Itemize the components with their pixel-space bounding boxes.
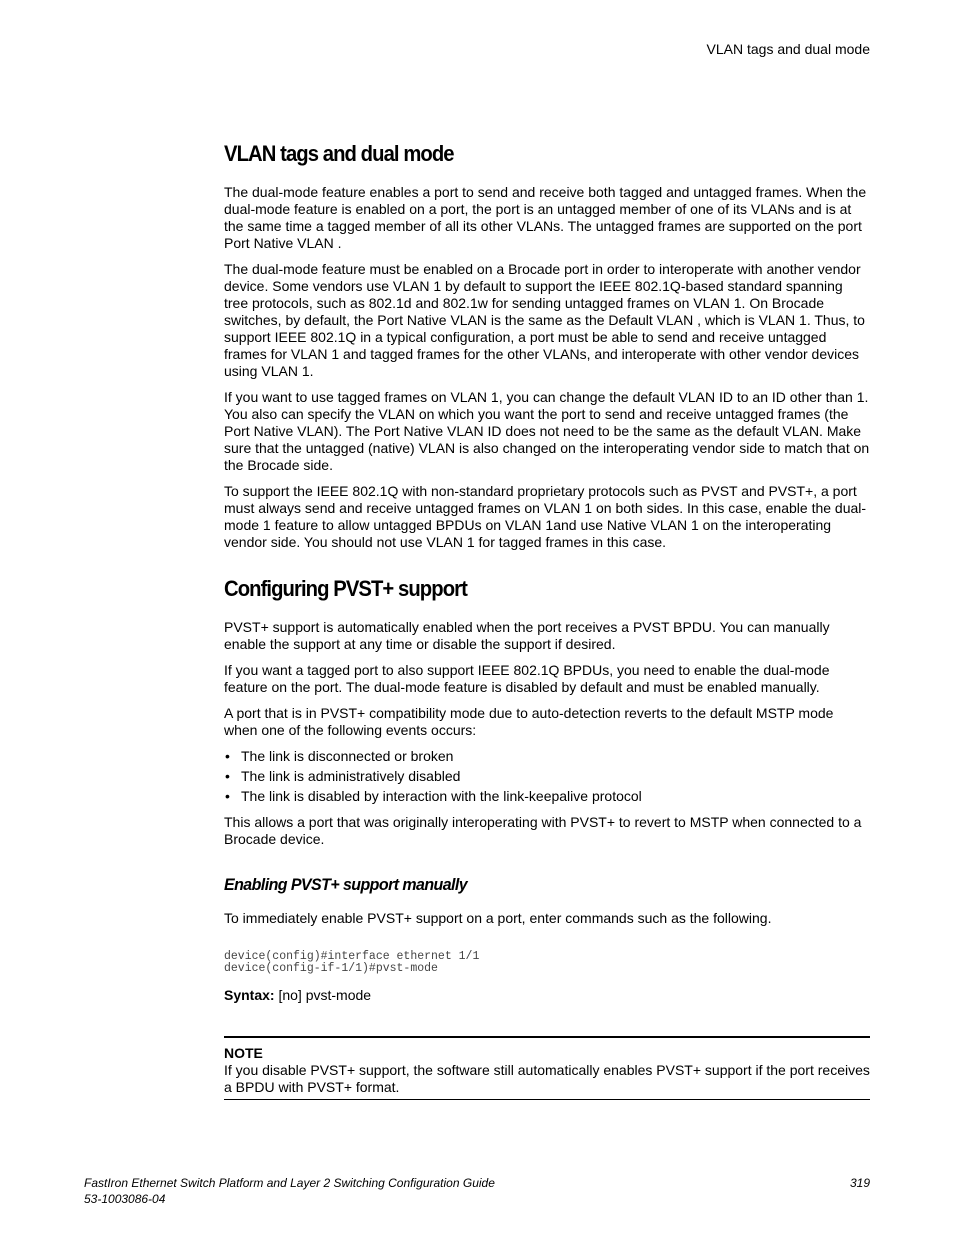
note-text: If you disable PVST+ support, the software still automatically enables PVST+ support if the port receives a BPDU with PVST+ format. [224,1062,870,1095]
paragraph: This allows a port that was originally interoperating with PVST+ to revert to MSTP when connected to a Brocade device. [224,814,862,847]
page-content [224,138,870,1100]
syntax-label: Syntax: [224,987,275,1003]
syntax-text: [no] pvst-mode [274,987,372,1003]
list-item-text: The link is administratively disabled [241,768,461,784]
list-item [224,788,870,805]
footer-page-number: 319 [849,1176,870,1190]
paragraph: The dual-mode feature enables a port to send and receive both tagged and untagged frames. When the dual-mode feature is enabled on a port, the port is an untagged member of one of its VLANs and is at the same time a tagged member of all its other VLANs. The untagged frames are supported on the port Port Native VLAN . [224,184,867,251]
note-box [224,1036,870,1100]
section-heading-vlan-tags: VLAN tags and dual mode [224,141,454,166]
section-heading-pvst: Configuring PVST+ support [224,576,467,601]
bullet-icon: • [225,768,230,784]
paragraph: A port that is in PVST+ compatibility mode due to auto-detection reverts to the default MSTP mode when one of the following events occurs: [224,705,834,738]
bullet-icon: • [225,788,230,804]
note-title: NOTE [224,1045,263,1061]
paragraph: To immediately enable PVST+ support on a port, enter commands such as the following. [224,910,772,926]
list-item [224,768,870,785]
paragraph: If you want to use tagged frames on VLAN 1, you can change the default VLAN ID to an ID other than 1. You also can specify the VLAN on which you want the port to send and receive untagged frames (the Port Native VLAN). The Port Native VLAN ID does not need to be the same as the default VLAN. Make sure that the untagged (native) VLAN is also changed on the interoperating vendor side to match that on the Brocade side. [224,389,870,473]
code-line: device(config-if-1/1)#pvst-mode [224,962,438,975]
subsection-heading: Enabling PVST+ support manually [224,875,468,894]
list-item [224,748,870,765]
bullet-icon: • [225,748,230,764]
list-item-text: The link is disconnected or broken [241,748,454,764]
syntax-line [224,987,870,1004]
paragraph: The dual-mode feature must be enabled on a Brocade port in order to interoperate with another vendor device. Some vendors use VLAN 1 by default to support the IEEE 802.1Q-based standard spanning tree protocols, such as 802.1d and 802.1w for sending untagged frames on VLAN 1. On Brocade switches, by default, the Port Native VLAN is the same as the Default VLAN , which is VLAN 1. Thus, to support IEEE 802.1Q in a typical configuration, a port must be able to send and receive untagged frames for VLAN 1 and tagged frames for the other VLANs, and interoperate with other vendor devices using VLAN 1. [224,261,865,379]
footer-guide-title: FastIron Ethernet Switch Platform and Layer 2 Switching Configuration Guide [84,1176,495,1190]
footer-left [84,1175,495,1207]
list-item-text: The link is disabled by interaction with the link-keepalive protocol [241,788,642,804]
footer-doc-number: 53-1003086-04 [84,1192,166,1206]
paragraph: If you want a tagged port to also support IEEE 802.1Q BPDUs, you need to enable the dual-mode feature on the port. The dual-mode feature is disabled by default and must be enabled manually. [224,662,830,695]
paragraph: PVST+ support is automatically enabled when the port receives a PVST BPDU. You can manually enable the support at any time or disable the support if desired. [224,619,830,652]
code-block [224,951,870,975]
running-header: VLAN tags and dual mode [706,41,870,57]
event-list [224,748,870,805]
paragraph: To support the IEEE 802.1Q with non-standard proprietary protocols such as PVST and PVST+, a port must always send and receive untagged frames on VLAN 1 on both sides. In this case, enable the dual-mode 1 feature to allow untagged BPDUs on VLAN 1and use Native VLAN 1 on the interoperating vendor side. You should not use VLAN 1 for tagged frames in this case. [224,483,867,550]
code-line: device(config)#interface ethernet 1/1 [224,950,480,963]
